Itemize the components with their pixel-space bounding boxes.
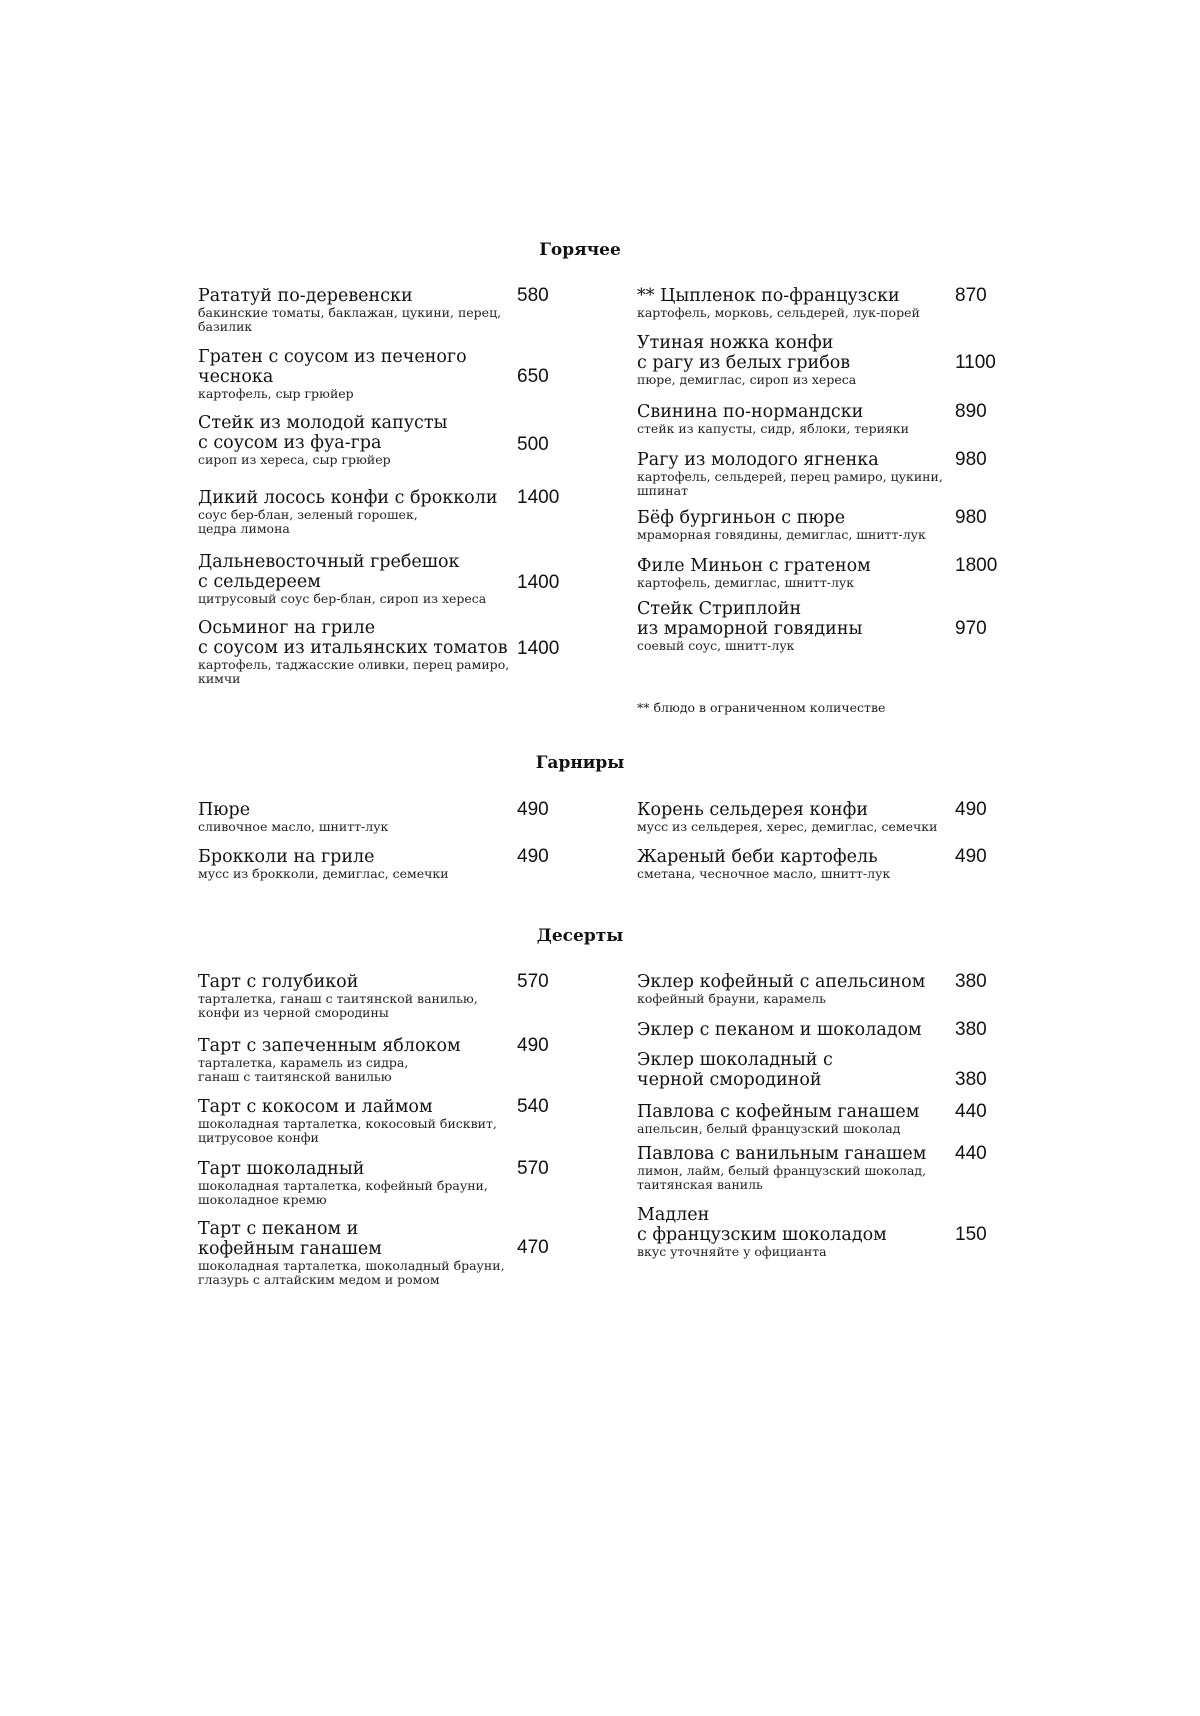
item-price: 570 [517, 1158, 549, 1179]
item-name: Тарт с запеченным яблоком [198, 1036, 461, 1056]
item-price: 890 [955, 401, 987, 422]
item-name: Рататуй по-деревенски [198, 286, 413, 306]
item-name: Брокколи на гриле [198, 847, 375, 867]
item-price: 1800 [955, 555, 998, 576]
item-price: 440 [955, 1143, 987, 1164]
item-description: сметана, чесночное масло, шнитт-лук [637, 866, 891, 881]
item-price: 970 [955, 618, 987, 639]
section-title-sides: Гарниры [535, 753, 625, 773]
item-description: тарталетка, ганаш с таитянской ванилью, конфи из черной смородины [198, 991, 478, 1020]
item-description: вкус уточняйте у официанта [637, 1244, 827, 1259]
menu-item [198, 1097, 528, 1145]
item-description: лимон, лайм, белый французский шоколад, таитянская ваниль [637, 1163, 927, 1192]
item-description: апельсин, белый французский шоколад [637, 1121, 901, 1136]
item-price: 490 [517, 846, 549, 867]
item-name: Рагу из молодого ягненка [637, 450, 879, 470]
menu-item [198, 413, 528, 467]
item-description: цитрусовый соус бер-блан, сироп из хереса [198, 591, 487, 606]
item-name: Пюре [198, 800, 251, 820]
item-name: Бёф бургиньон с пюре [637, 508, 846, 528]
item-name: Павлова с ванильным ганашем [637, 1144, 927, 1164]
item-price: 1400 [517, 638, 560, 659]
menu-item [637, 599, 957, 653]
item-name: Тарт с кокосом и лаймом [198, 1097, 433, 1117]
item-price: 1400 [517, 487, 560, 508]
item-description: сироп из хереса, сыр грюйер [198, 452, 391, 467]
menu-item [198, 1219, 528, 1287]
menu-item [198, 488, 528, 536]
item-price: 380 [955, 1019, 987, 1040]
item-description: картофель, сыр грюйер [198, 386, 354, 401]
item-description: мусс из сельдерея, херес, демиглас, семечки [637, 819, 938, 834]
item-name: Жареный беби картофель [637, 847, 878, 867]
item-price: 490 [955, 799, 987, 820]
item-description: пюре, демиглас, сироп из хереса [637, 372, 857, 387]
menu-item [637, 972, 957, 1006]
menu-item [637, 1144, 957, 1192]
item-name: Филе Миньон с гратеном [637, 556, 871, 576]
menu-item [637, 286, 957, 320]
menu-item [637, 847, 957, 881]
item-price: 1100 [955, 352, 996, 373]
menu-item [637, 1205, 957, 1259]
item-description: стейк из капусты, сидр, яблоки, терияки [637, 421, 909, 436]
item-name: Осьминог на гриле с соусом из итальянских томатов [198, 618, 508, 658]
menu-item [198, 552, 528, 606]
item-description: сливочное масло, шнитт-лук [198, 819, 389, 834]
section-title-hot: Горячее [539, 240, 621, 260]
menu-item [637, 1020, 957, 1040]
menu-item [198, 1159, 528, 1207]
menu-item [637, 800, 957, 834]
item-name: Мадлен с французским шоколадом [637, 1205, 887, 1245]
item-name: Стейк Стриплойн из мраморной говядины [637, 599, 863, 639]
menu-item [198, 618, 528, 686]
menu-item [198, 800, 528, 834]
menu-item [198, 286, 528, 334]
item-name: Тарт с голубикой [198, 972, 359, 992]
section-title-desserts: Десерты [536, 926, 624, 946]
footnote: ** блюдо в ограниченном количестве [637, 700, 886, 715]
item-name: Тарт шоколадный [198, 1159, 365, 1179]
item-price: 440 [955, 1101, 987, 1122]
item-price: 980 [955, 507, 987, 528]
item-description: картофель, таджасские оливки, перец рамиро, кимчи [198, 657, 510, 686]
item-name: Эклер с пеканом и шоколадом [637, 1020, 922, 1040]
item-description: мусс из брокколи, демиглас, семечки [198, 866, 449, 881]
menu-item [198, 347, 528, 401]
menu-item [198, 972, 528, 1020]
item-description: шоколадная тарталетка, кофейный брауни, шоколадное кремю [198, 1178, 488, 1207]
menu-item [637, 556, 957, 590]
item-price: 500 [517, 434, 549, 455]
item-name: Дальневосточный гребешок с сельдереем [198, 552, 460, 592]
item-description: картофель, морковь, сельдерей, лук-порей [637, 305, 920, 320]
item-description: бакинские томаты, баклажан, цукини, перец, базилик [198, 305, 502, 334]
item-name: Корень сельдерея конфи [637, 800, 868, 820]
item-name: Утиная ножка конфи с рагу из белых грибов [637, 333, 851, 373]
menu-item [198, 847, 528, 881]
item-name: Эклер кофейный с апельсином [637, 972, 926, 992]
item-name: Тарт с пеканом и кофейным ганашем [198, 1219, 382, 1259]
item-price: 980 [955, 449, 987, 470]
item-name: Дикий лосось конфи с брокколи [198, 488, 498, 508]
item-price: 490 [955, 846, 987, 867]
menu-item [637, 333, 957, 387]
item-name: ** Цыпленок по-французски [637, 286, 900, 306]
item-price: 470 [517, 1237, 549, 1258]
item-price: 870 [955, 285, 987, 306]
menu-item [637, 1102, 957, 1136]
item-price: 380 [955, 971, 987, 992]
item-name: Стейк из молодой капусты с соусом из фуа-гра [198, 413, 448, 453]
item-price: 580 [517, 285, 549, 306]
menu-item [637, 1050, 957, 1090]
item-name: Гратен с соусом из печеного чеснока [198, 347, 467, 387]
item-description: шоколадная тарталетка, шоколадный брауни, глазурь с алтайским медом и ромом [198, 1258, 505, 1287]
item-name: Павлова с кофейным ганашем [637, 1102, 920, 1122]
item-price: 490 [517, 799, 549, 820]
item-description: мраморная говядины, демиглас, шнитт-лук [637, 527, 926, 542]
item-description: тарталетка, карамель из сидра, ганаш с таитянской ванилью [198, 1055, 409, 1084]
item-description: картофель, демиглас, шнитт-лук [637, 575, 855, 590]
item-price: 540 [517, 1096, 549, 1117]
item-price: 380 [955, 1069, 987, 1090]
item-price: 150 [955, 1224, 987, 1245]
menu-item [637, 402, 957, 436]
item-price: 570 [517, 971, 549, 992]
item-price: 490 [517, 1035, 549, 1056]
item-name: Свинина по-нормандски [637, 402, 864, 422]
item-description: картофель, сельдерей, перец рамиро, цукини, шпинат [637, 469, 943, 498]
item-description: соус бер-блан, зеленый горошек, цедра лимона [198, 507, 418, 536]
menu-item [637, 450, 957, 498]
item-description: соевый соус, шнитт-лук [637, 638, 795, 653]
item-description: кофейный брауни, карамель [637, 991, 826, 1006]
menu-item [637, 508, 957, 542]
item-price: 1400 [517, 572, 560, 593]
item-price: 650 [517, 366, 549, 387]
menu-item [198, 1036, 528, 1084]
item-name: Эклер шоколадный с черной смородиной [637, 1050, 833, 1090]
item-description: шоколадная тарталетка, кокосовый бисквит, цитрусовое конфи [198, 1116, 497, 1145]
